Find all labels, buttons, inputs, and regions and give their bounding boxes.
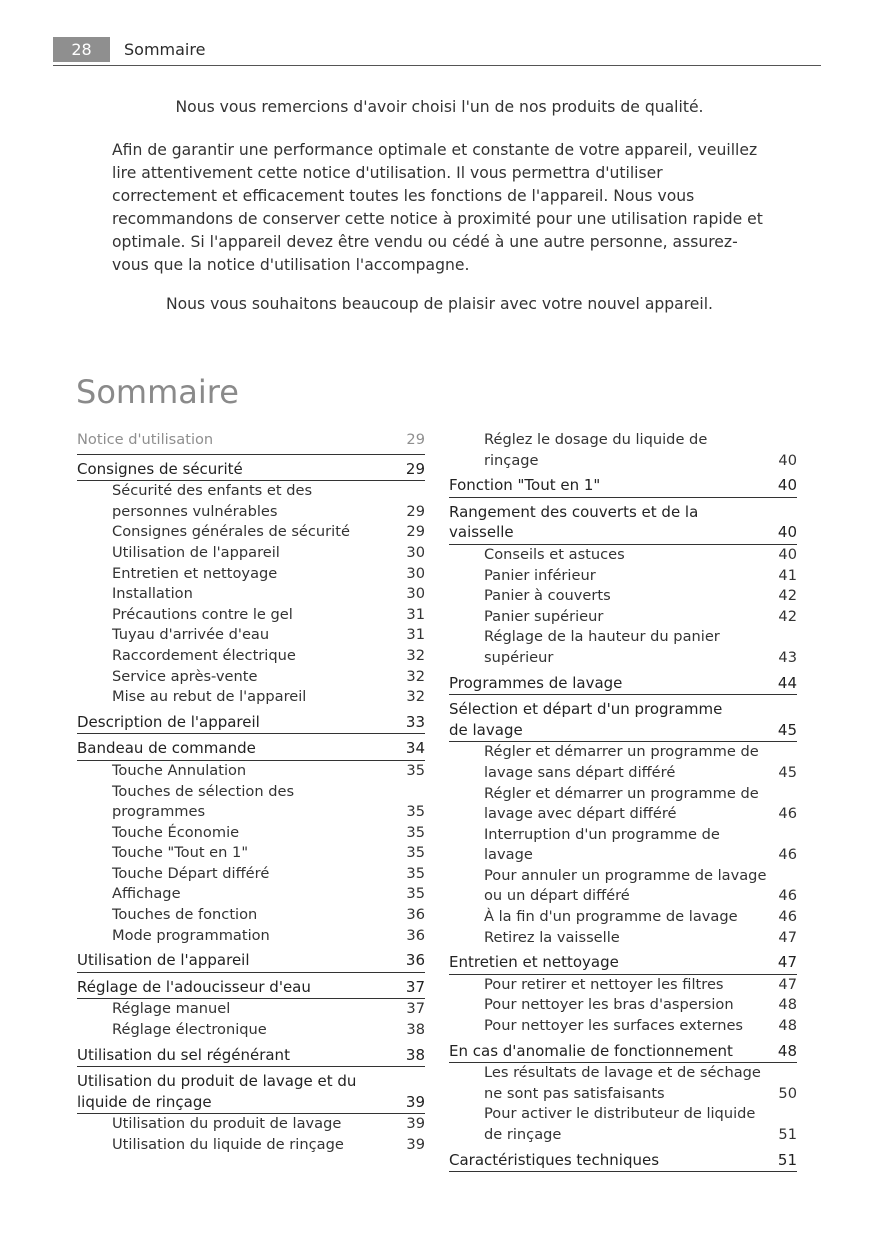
toc-entry[interactable]: Régler et démarrer un programme de lavage avec départ différé 46: [484, 784, 797, 823]
page-number: 28: [53, 37, 110, 62]
toc-entry[interactable]: Réglage manuel 37: [112, 1000, 425, 1018]
toc-entry[interactable]: Touches de fonction 36: [112, 906, 425, 924]
toc-entry[interactable]: Utilisation du produit de lavage 39: [112, 1115, 425, 1133]
toc-entry[interactable]: Pour activer le distributeur de liquide de rinçage 51: [484, 1105, 797, 1143]
intro-wishes: Nous vous souhaitons beaucoup de plaisir avec votre nouvel appareil.: [165, 295, 714, 313]
toc-entry[interactable]: Pour annuler un programme de lavage ou un départ différé 46: [484, 866, 797, 905]
toc-entry[interactable]: Réglage de la hauteur du panier supérieur 43: [484, 628, 797, 666]
toc-entry[interactable]: Consignes générales de sécurité 29: [112, 523, 425, 541]
toc-entry[interactable]: Panier supérieur 42: [484, 607, 797, 625]
toc-entry[interactable]: Pour nettoyer les bras d'aspersion 48: [484, 996, 797, 1014]
toc-entry[interactable]: Tuyau d'arrivée d'eau 31: [112, 626, 425, 644]
toc-title: Sommaire: [76, 373, 239, 411]
toc-entry[interactable]: Conseils et astuces 40: [484, 545, 797, 563]
toc-entry[interactable]: Programmes de lavage 44: [449, 673, 797, 696]
page-header: [53, 37, 821, 66]
toc-entry[interactable]: Installation 30: [112, 585, 425, 603]
toc-entry[interactable]: Affichage 35: [112, 885, 425, 903]
intro-thanks: Nous vous remercions d'avoir choisi l'un de nos produits de qualité.: [175, 98, 704, 116]
toc-entry[interactable]: Mise au rebut de l'appareil 32: [112, 688, 425, 706]
toc-entry[interactable]: Touche Économie 35: [112, 823, 425, 841]
toc-entry[interactable]: Sélection et départ d'un programme de lavage 45: [449, 699, 797, 742]
toc-entry[interactable]: Entretien et nettoyage 30: [112, 564, 425, 582]
toc-entry[interactable]: Mode programmation 36: [112, 926, 425, 944]
toc-entry[interactable]: Sécurité des enfants et des personnes vulnérables 29: [112, 482, 425, 520]
toc-entry[interactable]: Les résultats de lavage et de séchage ne sont pas satisfaisants 50: [484, 1064, 797, 1102]
toc-entry[interactable]: Utilisation de l'appareil 30: [112, 543, 425, 561]
toc-entry[interactable]: Retirez la vaisselle 47: [484, 928, 797, 946]
toc-entry[interactable]: Réglage électronique 38: [112, 1021, 425, 1039]
toc-right-column: [449, 430, 797, 1172]
toc-entry[interactable]: Réglez le dosage du liquide de rinçage 40: [484, 431, 797, 469]
toc-entry[interactable]: Touche Départ différé 35: [112, 864, 425, 882]
toc-entry[interactable]: Utilisation de l'appareil 36: [77, 950, 425, 973]
toc-entry[interactable]: Touche Annulation 35: [112, 761, 425, 779]
header-section-title: Sommaire: [124, 40, 206, 59]
toc-entry[interactable]: Raccordement électrique 32: [112, 646, 425, 664]
toc-entry[interactable]: Pour retirer et nettoyer les filtres 47: [484, 975, 797, 993]
toc-entry[interactable]: Consignes de sécurité 29: [77, 459, 425, 482]
toc-entry[interactable]: Réglage de l'adoucisseur d'eau 37: [77, 977, 425, 1000]
toc-entry[interactable]: Entretien et nettoyage 47: [449, 952, 797, 975]
toc-entry[interactable]: Touches de sélection des programmes 35: [112, 782, 425, 821]
toc-entry[interactable]: Bandeau de commande 34: [77, 738, 425, 761]
toc-entry[interactable]: Précautions contre le gel 31: [112, 605, 425, 623]
toc-entry[interactable]: Pour nettoyer les surfaces externes 48: [484, 1017, 797, 1035]
toc-entry[interactable]: Notice d'utilisation 29: [77, 430, 425, 455]
toc-entry[interactable]: Service après-vente 32: [112, 667, 425, 685]
toc-entry[interactable]: En cas d'anomalie de fonctionnement 48: [449, 1041, 797, 1064]
toc-entry[interactable]: Utilisation du produit de lavage et du liquide de rinçage 39: [77, 1071, 425, 1114]
toc-entry[interactable]: Description de l'appareil 33: [77, 712, 425, 735]
toc-left-column: [77, 430, 425, 1156]
toc-entry[interactable]: Utilisation du liquide de rinçage 39: [112, 1136, 425, 1153]
toc-entry[interactable]: Panier inférieur 41: [484, 566, 797, 584]
toc-entry[interactable]: À la fin d'un programme de lavage 46: [484, 908, 797, 926]
toc-entry[interactable]: Rangement des couverts et de la vaisselle 40: [449, 502, 797, 545]
toc-entry[interactable]: Touche "Tout en 1" 35: [112, 844, 425, 862]
toc-entry[interactable]: Régler et démarrer un programme de lavage sans départ différé 45: [484, 743, 797, 781]
intro-body: Afin de garantir une performance optimale et constante de votre appareil, veuillez lire attentivement cette notice d'utilisation. Il vous permettra d'utiliser correctement et efficacement toutes les fonctions de l'appareil. Nous vous recommandons de conserver cette notice à proximité pour une utilisation rapide et optimale. Si l'appareil devez être vendu ou cédé à une autre personne, assurez-vous que la notice d'utilisation l'accompagne.: [112, 141, 763, 274]
toc-entry[interactable]: Fonction "Tout en 1" 40: [449, 475, 797, 498]
toc-entry[interactable]: Interruption d'un programme de lavage 46: [484, 825, 797, 864]
toc-entry[interactable]: Utilisation du sel régénérant 38: [77, 1045, 425, 1068]
toc-entry[interactable]: Panier à couverts 42: [484, 587, 797, 605]
toc-entry[interactable]: Caractéristiques techniques 51: [449, 1150, 797, 1173]
